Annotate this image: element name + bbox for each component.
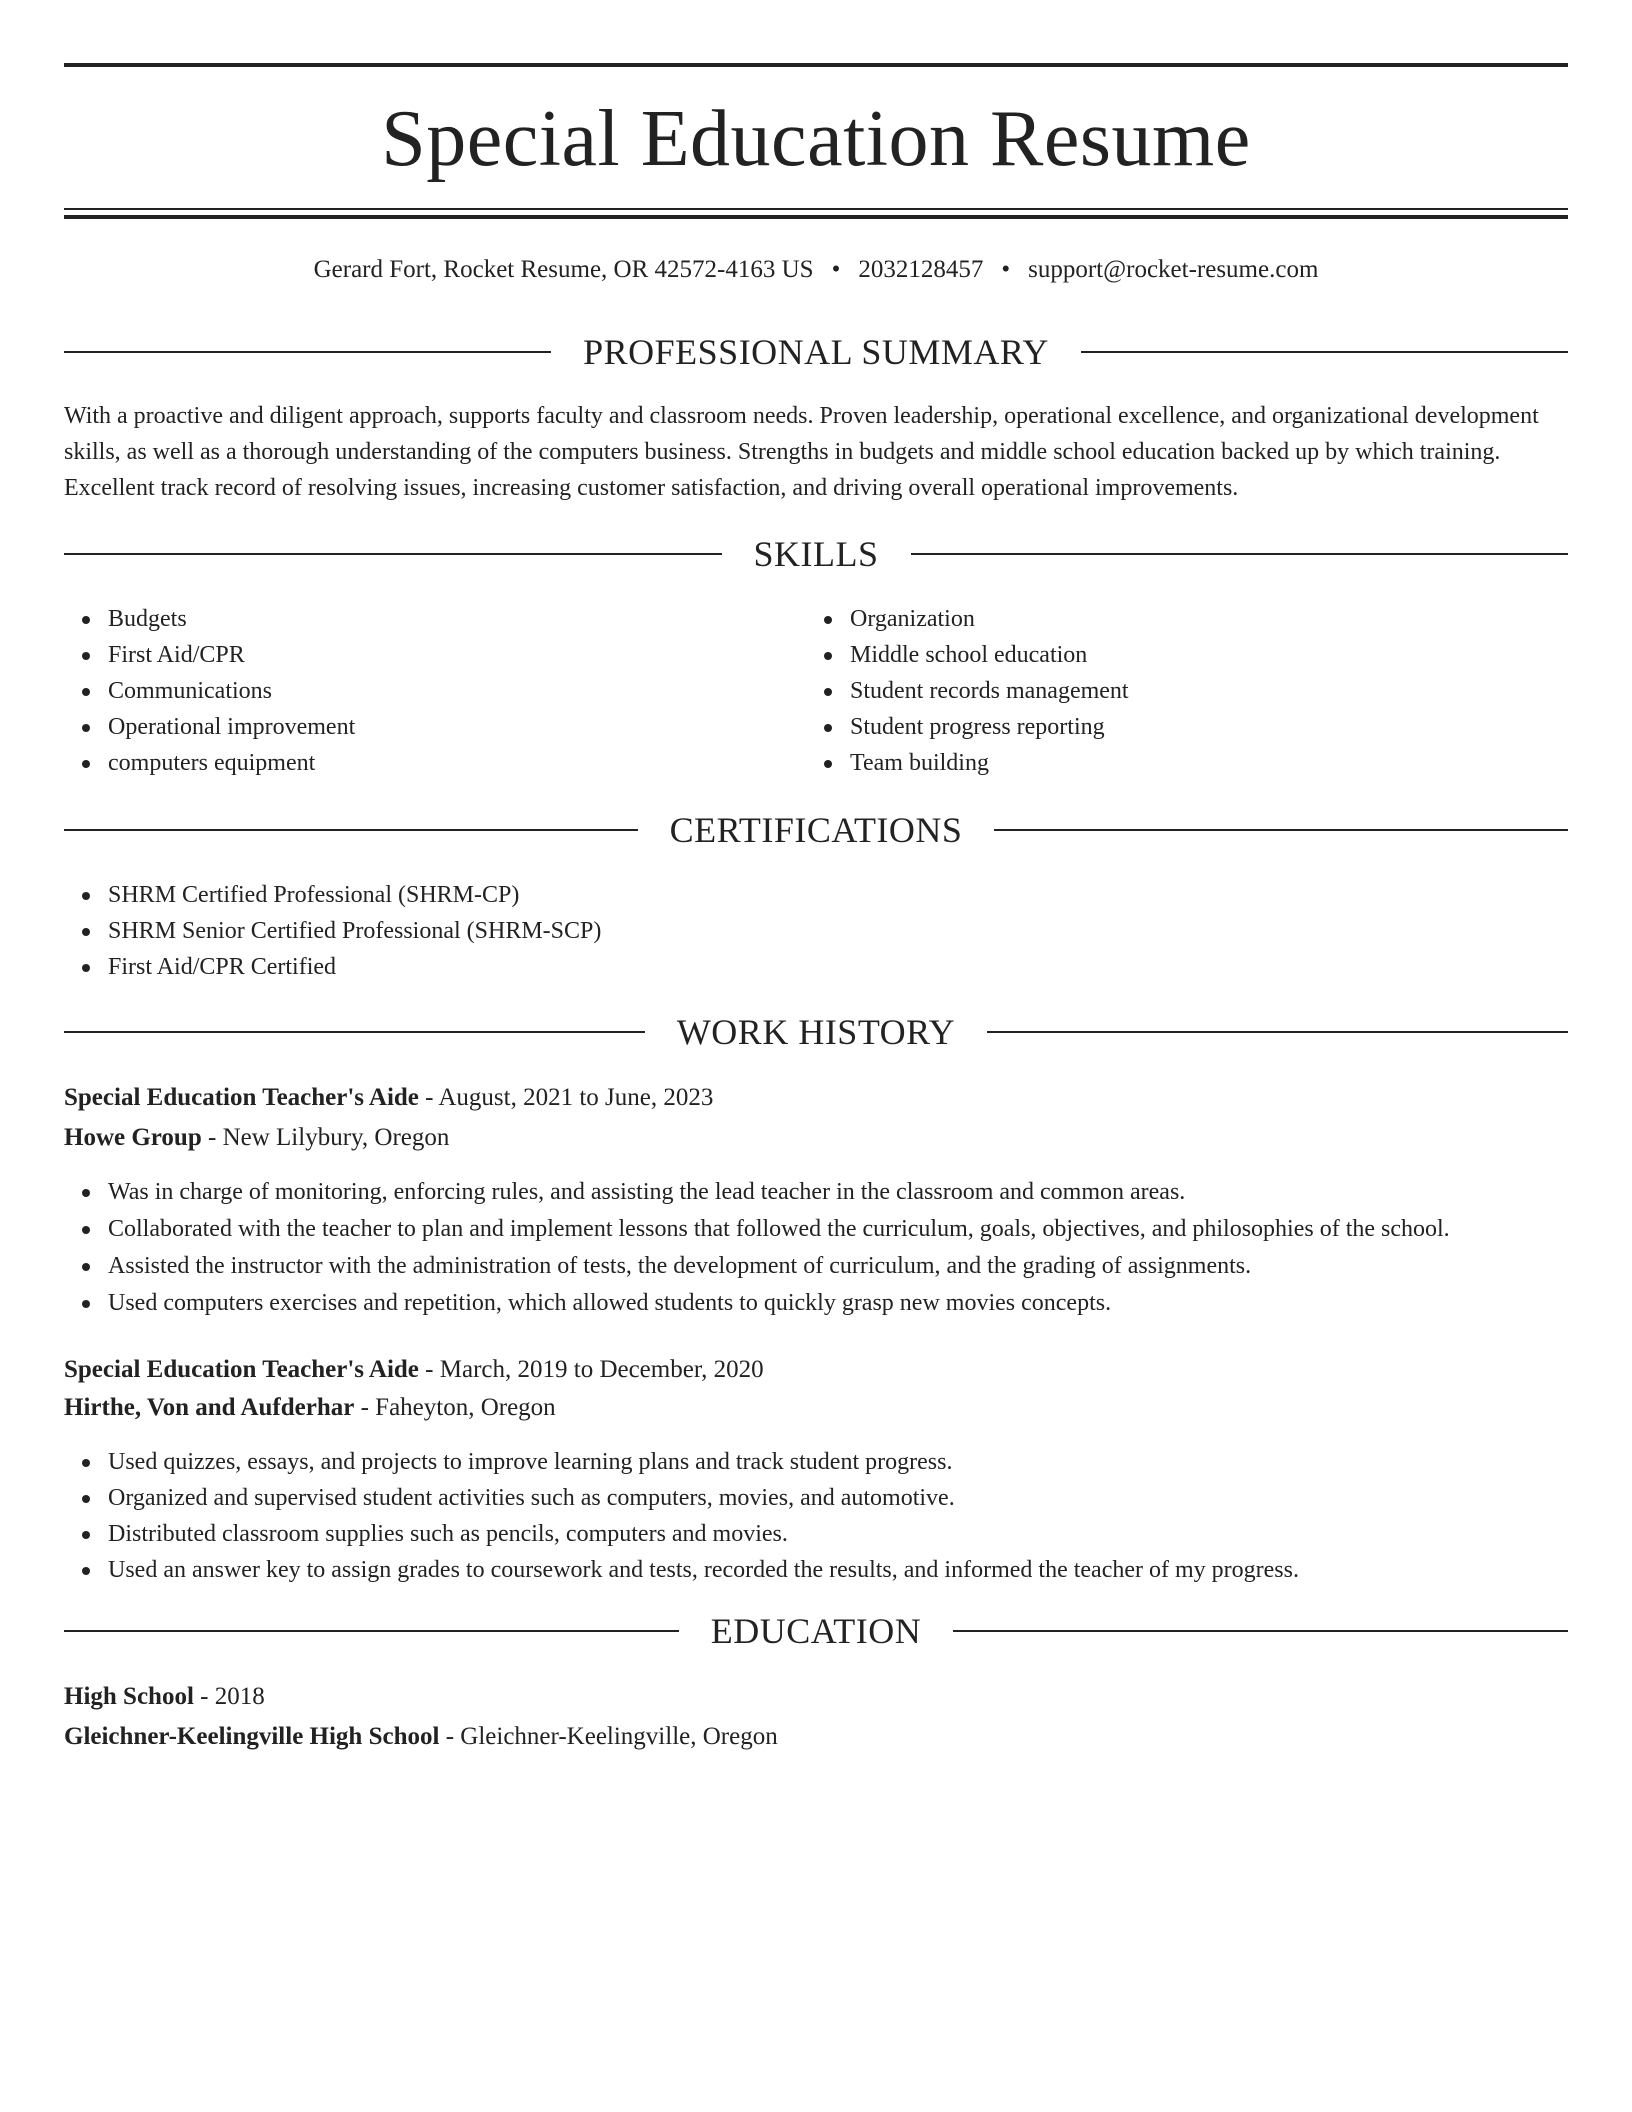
skills-heading: [64, 532, 1568, 576]
work-history-heading: [64, 1010, 1568, 1054]
heading-rule-left: [64, 1630, 679, 1632]
job-duty: Distributed classroom supplies such as pencils, computers and movies.: [64, 1516, 1299, 1552]
job-duty: Organized and supervised student activities such as computers, movies, and automotive.: [64, 1480, 1299, 1516]
skills-heading-label: SKILLS: [753, 534, 879, 574]
job-duty: Assisted the instructor with the administration of tests, the development of curriculum, and the grading of assignments.: [64, 1248, 1450, 1285]
job-company: Hirthe, Von and Aufderhar: [64, 1394, 355, 1421]
certification-item: SHRM Certified Professional (SHRM-CP): [64, 877, 601, 913]
job-location: - Faheyton, Oregon: [354, 1394, 556, 1421]
certifications-list: [64, 877, 601, 985]
work-history-heading-label: WORK HISTORY: [676, 1012, 956, 1052]
contact-line: [64, 252, 1568, 288]
job-duty: Collaborated with the teacher to plan and implement lessons that followed the curriculum, goals, objectives, and philosophies of the school.: [64, 1211, 1450, 1248]
top-rule: [64, 63, 1568, 67]
job-company-line: [64, 1388, 1568, 1428]
job-duties-list: [64, 1444, 1299, 1588]
skill-item: Student records management: [806, 673, 1129, 709]
education-location: - Gleichner-Keelingville, Oregon: [439, 1723, 778, 1750]
job-dates: - March, 2019 to December, 2020: [418, 1356, 764, 1383]
job-duty: Used quizzes, essays, and projects to improve learning plans and track student progress.: [64, 1444, 1299, 1480]
job-dates: - August, 2021 to June, 2023: [418, 1084, 714, 1111]
summary-heading-label: PROFESSIONAL SUMMARY: [583, 332, 1049, 372]
job-duty: Used computers exercises and repetition, which allowed students to quickly grasp new movies concepts.: [64, 1285, 1450, 1322]
certification-item: SHRM Senior Certified Professional (SHRM-SCP): [64, 913, 601, 949]
contact-address: Gerard Fort, Rocket Resume, OR 42572-4163 US: [313, 256, 814, 283]
heading-rule-right: [1081, 351, 1568, 353]
education-degree: High School: [64, 1683, 194, 1710]
summary-heading: [64, 330, 1568, 374]
skill-item: Communications: [64, 673, 355, 709]
skills-list-right: [806, 601, 1129, 781]
contact-email: support@rocket-resume.com: [1028, 256, 1319, 283]
education-heading-label: EDUCATION: [710, 1611, 922, 1651]
heading-rule-left: [64, 351, 551, 353]
skill-item: computers equipment: [64, 745, 355, 781]
skill-item: Team building: [806, 745, 1129, 781]
skill-item: Middle school education: [806, 637, 1129, 673]
summary-text: With a proactive and diligent approach, supports faculty and classroom needs. Proven leadership, operational excellence, and organizational development skills, as well as a thorough understanding of the computers business. Strengths in budgets and middle school education backed up by which training. Excellent track record of resolving issues, increasing customer satisfaction, and driving overall operational improvements.: [64, 403, 1539, 501]
job-duty: Was in charge of monitoring, enforcing rules, and assisting the lead teacher in the classroom and common areas.: [64, 1174, 1450, 1211]
heading-rule-right: [987, 1031, 1568, 1033]
skill-item: Student progress reporting: [806, 709, 1129, 745]
job-title-line: [64, 1350, 1568, 1390]
contact-separator: •: [1001, 256, 1011, 283]
job-duties-list: [64, 1174, 1450, 1322]
skills-list-left: [64, 601, 355, 781]
certification-item: First Aid/CPR Certified: [64, 949, 601, 985]
skill-item: Operational improvement: [64, 709, 355, 745]
contact-phone: 2032128457: [858, 256, 984, 283]
education-degree-line: [64, 1677, 1568, 1717]
job-title: Special Education Teacher's Aide: [64, 1356, 419, 1383]
education-school: Gleichner-Keelingville High School: [64, 1723, 440, 1750]
job-company: Howe Group: [64, 1124, 202, 1151]
skill-item: Budgets: [64, 601, 355, 637]
job-location: - New Lilybury, Oregon: [201, 1124, 450, 1151]
job-title: Special Education Teacher's Aide: [64, 1084, 419, 1111]
page-title: Special Education Resume: [381, 95, 1251, 183]
heading-rule-right: [994, 829, 1568, 831]
skill-item: Organization: [806, 601, 1129, 637]
title-rule-thin: [64, 208, 1568, 210]
heading-rule-left: [64, 553, 722, 555]
education-year: - 2018: [193, 1683, 265, 1710]
heading-rule-left: [64, 829, 638, 831]
title-rule-thick: [64, 215, 1568, 219]
heading-rule-right: [953, 1630, 1568, 1632]
job-company-line: [64, 1118, 1568, 1158]
certifications-heading-label: CERTIFICATIONS: [669, 810, 963, 850]
education-school-line: [64, 1717, 1568, 1757]
skill-item: First Aid/CPR: [64, 637, 355, 673]
heading-rule-left: [64, 1031, 645, 1033]
certifications-heading: [64, 808, 1568, 852]
heading-rule-right: [911, 553, 1569, 555]
job-title-line: [64, 1078, 1568, 1118]
contact-separator: •: [831, 256, 841, 283]
education-heading: [64, 1609, 1568, 1653]
job-duty: Used an answer key to assign grades to coursework and tests, recorded the results, and informed the teacher of my progress.: [64, 1552, 1299, 1588]
